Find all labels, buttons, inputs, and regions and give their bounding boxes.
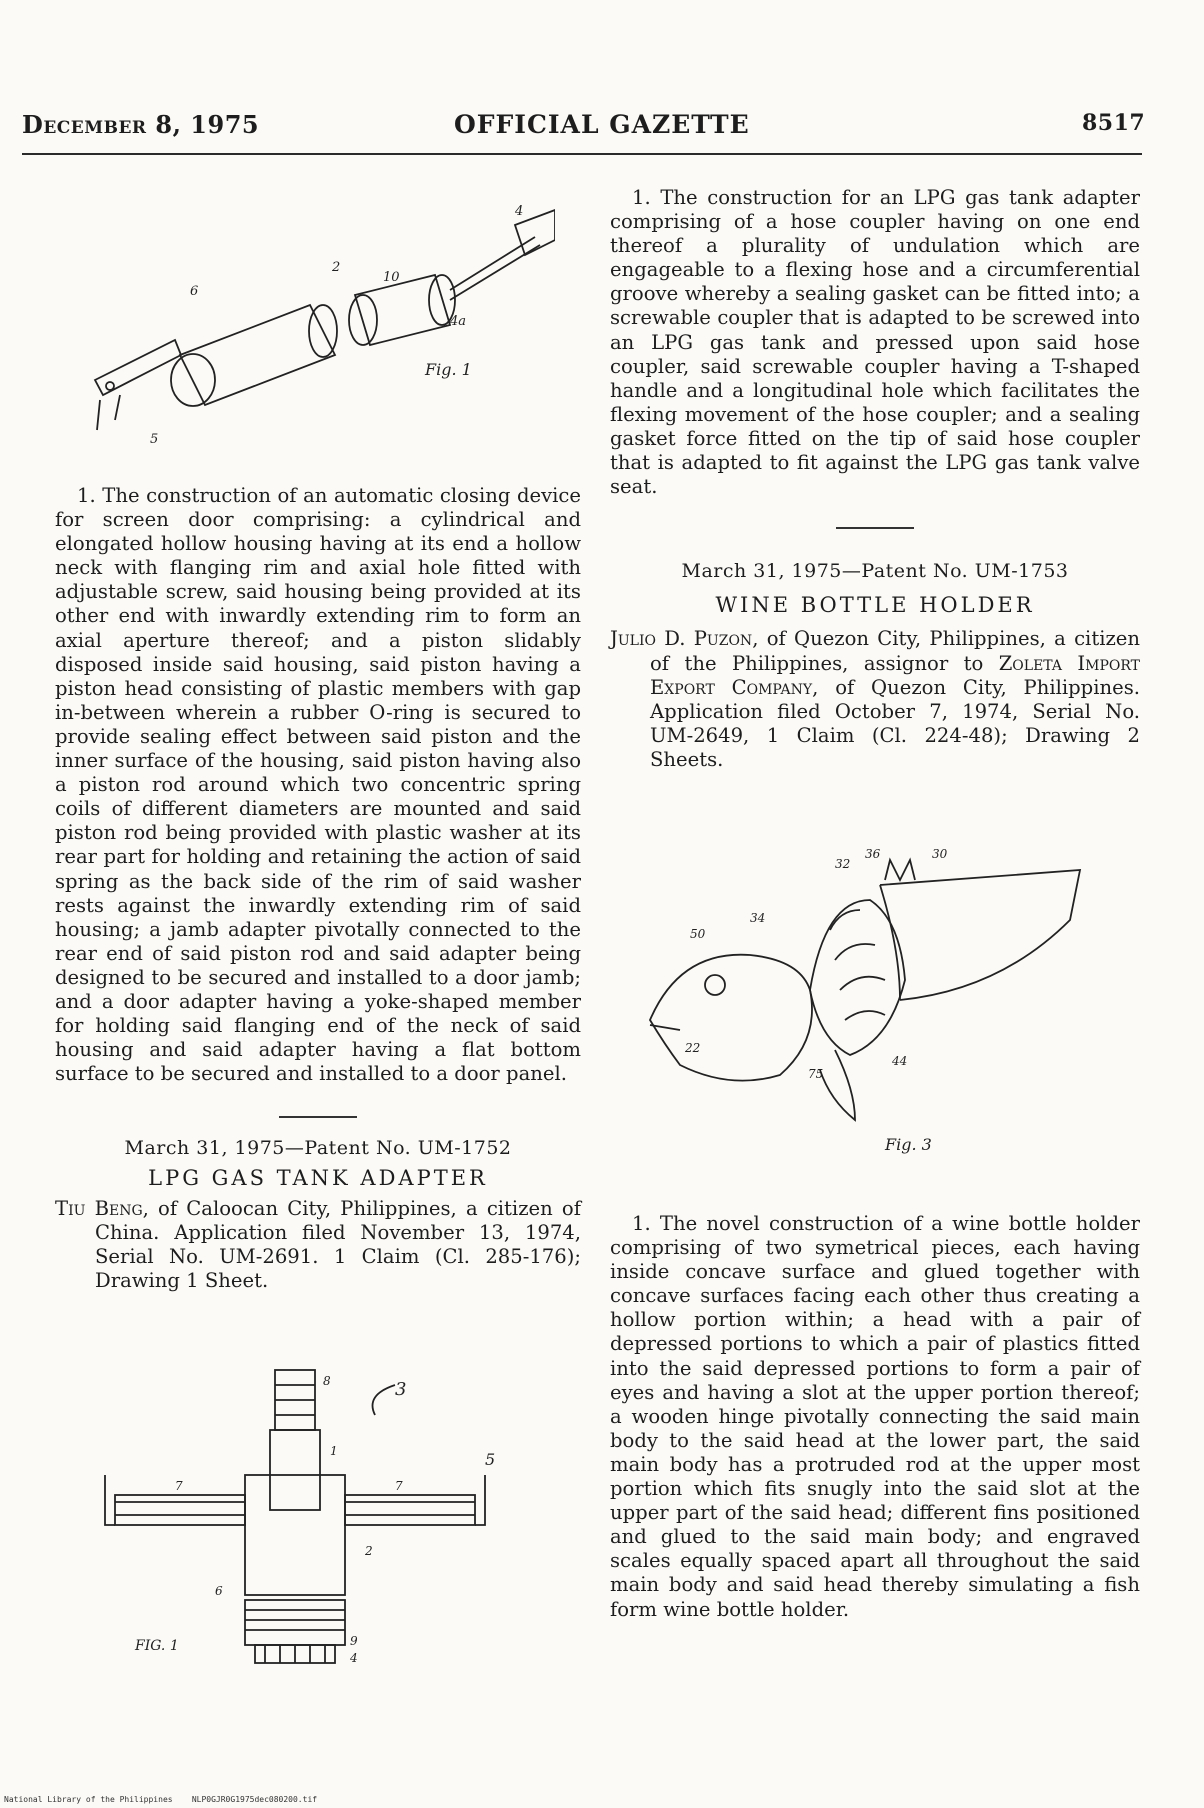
issue-date: December 8, 1975 bbox=[22, 110, 260, 139]
publication-title: OFFICIAL GAZETTE bbox=[454, 110, 750, 139]
claim-lpg-adapter: 1. The construction for an LPG gas tank adapter comprising of a hose coupler having on one end thereof a plurality of undulation which are engageable to a flexing hose and a circumferential groove whereby a sealing gasket can be fitted into; a screwable coupler that is adapted to be screwed into an LPG gas tank and pressed upon said hose coupler, said screwable coupler having a T-shaped handle and a longitudinal hole which facilitates the flexing movement of the hose coupler; and a sealing gasket force fitted on the tip of said hose coupler that is adapted to fit against the LPG gas tank valve seat. bbox=[610, 186, 1140, 499]
page-number: 8517 bbox=[1082, 110, 1146, 136]
claim-wine-bottle-holder: 1. The novel construction of a wine bottle holder comprising of two symetrical pieces, each having inside concave surface and glued together with concave surfaces facing each other thus creating a hollow portion within; a head with a pair of depressed portions to which a pair of plastics fitted into the said depressed portions to form a pair of eyes and having a slot at the upper portion thereof; a wooden hinge pivotally connecting the said main body to the said head at the lower part, the said main body has a protruded rod at the upper most portion which fits snugly into the said slot at the upper part of the said head; different fins positioned and glued to the said main body; and engraved scales equally spaced apart all throughout the said main body and said head thereby simulating a fish form wine bottle holder. bbox=[610, 1212, 1140, 1621]
patent-date-um1753: March 31, 1975—Patent No. UM-1753 bbox=[681, 560, 1069, 583]
patent-title-wine-holder: WINE BOTTLE HOLDER bbox=[715, 593, 1035, 618]
callout-2: 2 bbox=[365, 1544, 373, 1558]
callout-10: 10 bbox=[383, 270, 400, 285]
callout-4a: 4a bbox=[450, 314, 467, 329]
callout-2: 2 bbox=[332, 260, 341, 275]
inventor-name-2: Julio D. Puzon bbox=[610, 627, 753, 651]
callout-6: 6 bbox=[190, 284, 199, 299]
callout-22: 22 bbox=[685, 1041, 701, 1055]
callout-30: 30 bbox=[932, 847, 948, 861]
callout-5: 5 bbox=[150, 432, 159, 447]
callout-36: 36 bbox=[865, 847, 881, 861]
callout-3: 3 bbox=[395, 1379, 407, 1400]
patent-details-um1753: Julio D. Puzon, of Quezon City, Philippines, a citizen of the Philippines, assignor to Zoleta Import Export Company, of Quezon City, Philippines. Application filed October 7, 1974, Serial No. UM-2649, 1 Claim (Cl. 224-48); Drawing 2 Sheets. bbox=[610, 627, 1140, 771]
claim-automatic-closing-device: 1. The construction of an automatic closing device for screen door comprising: a cylindrical and elongated hollow housing having at its end a hollow neck with flanging rim and axial hole fitted with adjustable screw, said housing being provided at its other end with inwardly extending rim to form an axial aperture thereof; and a piston slidably disposed inside said housing, said piston having a piston head consisting of plastic members with gap in-between wherein a rubber O-ring is secured to provide sealing effect between said piston and the inner surface of the housing, said piston having also a piston rod around which two concentric spring coils of different diameters are mounted and said piston rod being provided with plastic washer at its rear part for holding and retaining the action of said spring as the back side of the rim of said washer rests against the inwardly extending rim of said housing; a jamb adapter pivotally connected to the rear end of said piston rod and said adapter being designed to be secured and installed to a door jamb; and a door adapter having a yoke-shaped member for holding said flanging end of the neck of said housing and said adapter having a flat bottom surface to be secured and installed to a door panel. bbox=[55, 484, 581, 1086]
callout-6: 6 bbox=[215, 1584, 223, 1598]
header-rule bbox=[22, 153, 1142, 155]
callout-32: 32 bbox=[835, 857, 851, 871]
right-column-lower bbox=[610, 1212, 1140, 1622]
figure-wine-bottle-holder bbox=[640, 840, 1100, 1170]
callout-8: 8 bbox=[323, 1374, 331, 1388]
callout-5: 5 bbox=[485, 1450, 496, 1469]
right-column bbox=[610, 186, 1140, 772]
figure-3-label: Fig. 3 bbox=[885, 1135, 932, 1154]
figure-1-label: Fig. 1 bbox=[425, 360, 472, 379]
callout-34: 34 bbox=[750, 911, 766, 925]
callout-1: 1 bbox=[330, 1444, 338, 1458]
figure-lpg-adapter bbox=[95, 1365, 515, 1665]
figure-2-label: FIG. 1 bbox=[135, 1638, 179, 1654]
left-column bbox=[55, 484, 581, 1293]
assignee-name: Zoleta Import Export Company bbox=[650, 651, 1140, 699]
callout-7a: 7 bbox=[175, 1479, 183, 1493]
callout-4: 4 bbox=[350, 1651, 358, 1665]
callout-50: 50 bbox=[690, 927, 706, 941]
patent-date-um1752: March 31, 1975—Patent No. UM-1752 bbox=[124, 1137, 512, 1160]
patent-details-um1752: Tiu Beng, of Caloocan City, Philippines, a citizen of China. Application filed November 13, 1974, Serial No. UM-2691. 1 Claim (Cl. 285-176); Drawing 1 Sheet. bbox=[55, 1196, 581, 1292]
scan-footer: National Library of the Philippines NLP0GJR0G1975dec080200.tif bbox=[4, 1795, 318, 1804]
callout-7b: 7 bbox=[395, 1479, 403, 1493]
callout-44: 44 bbox=[892, 1054, 908, 1068]
callout-75: 75 bbox=[808, 1067, 824, 1081]
figure-door-closer bbox=[85, 205, 555, 465]
inventor-name: Tiu Beng bbox=[55, 1196, 143, 1220]
callout-9: 9 bbox=[350, 1634, 358, 1648]
patent-title-lpg-adapter: LPG GAS TANK ADAPTER bbox=[148, 1166, 488, 1191]
callout-4: 4 bbox=[515, 205, 524, 219]
